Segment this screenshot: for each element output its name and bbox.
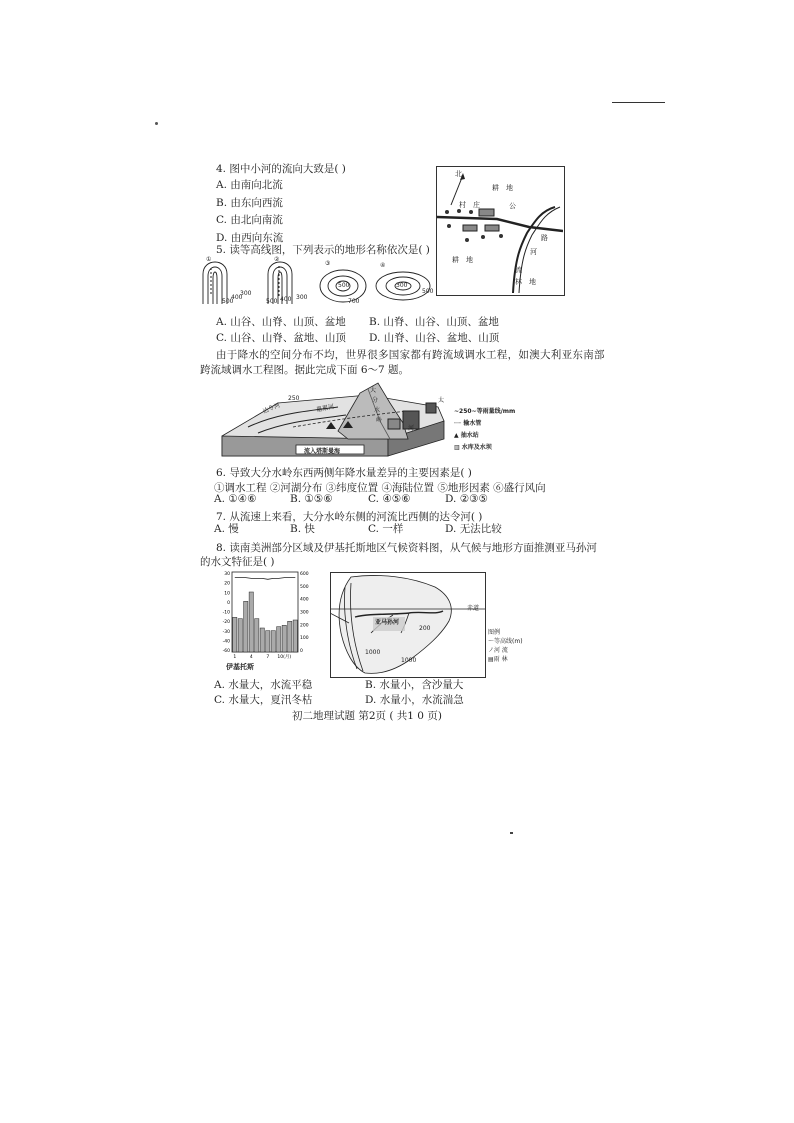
legend-reservoir: ▥ 水库及水坝 bbox=[454, 444, 492, 451]
month-tick-label: 1 bbox=[233, 655, 237, 660]
label-range-4: 岭 bbox=[376, 417, 383, 424]
q5-contour-figures bbox=[200, 258, 440, 308]
intro-line-2: 跨流域调水工程图。据此完成下面 6～7 题。 bbox=[200, 364, 410, 376]
q6-option-c[interactable]: C. ④⑤⑥ bbox=[368, 493, 411, 505]
q7-stem: 7. 从流速上来看，大分水岭东侧的河流比西侧的达令河( ) bbox=[216, 511, 483, 523]
right-tick-label: 0 bbox=[300, 649, 303, 654]
month-tick-label: 7 bbox=[266, 655, 270, 660]
right-tick-label: 600 bbox=[300, 572, 309, 577]
q8-stem-2: 的水文特征是( ) bbox=[200, 556, 275, 568]
left-tick-label: 0 bbox=[227, 600, 230, 606]
q4-option-d[interactable]: D. 由西向东流 bbox=[216, 231, 284, 244]
precip-bar bbox=[271, 631, 275, 652]
q5-option-d[interactable]: D. 山脊、山谷、盆地、山顶 bbox=[369, 332, 500, 344]
label-ocean: 太 bbox=[438, 397, 445, 404]
q8-option-a[interactable]: A. 水量大，水流平稳 bbox=[214, 679, 313, 691]
left-tick-label: -30 bbox=[222, 629, 230, 635]
left-tick-label: 20 bbox=[224, 581, 230, 587]
right-tick-label: 300 bbox=[300, 610, 309, 616]
v4b: 500 bbox=[422, 288, 434, 295]
label-range-2: 分 bbox=[372, 397, 379, 404]
scan-dot bbox=[155, 122, 158, 125]
label-contour-1000a: 1000 bbox=[365, 649, 381, 656]
contour-label-2: ② bbox=[274, 256, 280, 263]
diagram-legend bbox=[454, 406, 534, 454]
scan-dot-2 bbox=[510, 832, 513, 834]
v1c: 300 bbox=[240, 290, 252, 297]
left-tick-label: 10 bbox=[224, 591, 230, 597]
contour-label-1: ① bbox=[206, 256, 212, 263]
map-legend bbox=[488, 628, 534, 664]
pipe-icon: ┄┄ bbox=[454, 420, 462, 427]
v3b: 500 bbox=[338, 282, 350, 289]
v2a: 500 bbox=[266, 298, 278, 305]
label-range-3: 水 bbox=[374, 407, 381, 414]
month-tick-label: 10(月) bbox=[277, 655, 292, 660]
pump-station-icon: ▲ bbox=[454, 432, 459, 439]
right-tick-label: 400 bbox=[300, 597, 309, 603]
label-equator: 赤道 bbox=[467, 605, 480, 612]
label-murray-river: 墨累河 bbox=[315, 403, 335, 414]
q5-option-b[interactable]: B. 山脊、山谷、山顶、盆地 bbox=[369, 316, 499, 328]
map-legend-river: ノ河 流 bbox=[488, 647, 508, 654]
contour-label-3: ③ bbox=[325, 260, 331, 267]
map-road-1: 公 bbox=[509, 202, 516, 210]
v4a: 300 bbox=[396, 282, 408, 289]
q4-map bbox=[436, 166, 565, 296]
v3a: 700 bbox=[348, 298, 360, 305]
map-village: 村 庄 bbox=[459, 201, 480, 209]
q5-option-a[interactable]: A. 山谷、山脊、山顶、盆地 bbox=[216, 316, 346, 328]
left-tick-label: -40 bbox=[222, 639, 230, 645]
q4-option-b[interactable]: B. 由东向西流 bbox=[216, 196, 283, 209]
q6-factors: ①调水工程 ②河湖分布 ③纬度位置 ④海陆位置 ⑤地形因素 ⑥盛行风向 bbox=[214, 482, 546, 494]
right-tick-label: 100 bbox=[300, 636, 309, 642]
label-range-1: 大 bbox=[370, 387, 377, 394]
map-legend-title: 图例 bbox=[488, 629, 501, 636]
map-river-1: 河 bbox=[530, 248, 537, 256]
label-contour-1000b: 1000 bbox=[401, 657, 417, 664]
precip-bar bbox=[255, 619, 259, 652]
q4-option-c[interactable]: C. 由北向南流 bbox=[216, 214, 283, 226]
climate-title: 伊基托斯 bbox=[226, 663, 254, 671]
q6-stem: 6. 导致大分水岭东西两侧年降水量差异的主要因素是( ) bbox=[216, 467, 472, 479]
left-tick-label: -20 bbox=[222, 620, 230, 626]
q8-stem-1: 8. 读南美洲部分区域及伊基托斯地区气候资料图，从气候与地形方面推测亚马孙河 bbox=[216, 542, 597, 554]
map-field-top: 耕 地 bbox=[492, 184, 513, 192]
right-tick-label: 200 bbox=[300, 623, 309, 629]
map-north: 北 bbox=[455, 170, 462, 178]
precip-bar bbox=[288, 621, 292, 652]
q8-option-c[interactable]: C. 水量大，夏汛冬枯 bbox=[214, 694, 313, 706]
q7-option-b[interactable]: B. 快 bbox=[290, 523, 315, 535]
legend-isohyet: ~250~等雨量线/mm bbox=[454, 408, 516, 415]
left-tick-label: -10 bbox=[222, 610, 230, 616]
precip-bar bbox=[260, 628, 264, 652]
river-icon: ノ bbox=[488, 647, 495, 654]
climate-chart-svg bbox=[214, 566, 322, 666]
label-amazon: 亚马孙河 bbox=[375, 619, 400, 626]
legend-pipe: ┄┄ 输水管 bbox=[454, 420, 482, 427]
q7-option-a[interactable]: A. 慢 bbox=[214, 523, 239, 535]
precip-bar bbox=[233, 617, 237, 652]
precip-bar bbox=[244, 601, 248, 652]
q4-options bbox=[216, 177, 283, 247]
precip-bar bbox=[249, 592, 253, 652]
map-legend-contour: ～等高线(m) bbox=[488, 638, 523, 645]
contour-label-4: ④ bbox=[380, 262, 386, 269]
label-tasman: 流入塔斯曼海 bbox=[304, 448, 341, 455]
forest-icon: ▤ bbox=[488, 656, 494, 663]
contour-icon: ～ bbox=[488, 638, 495, 645]
south-america-map bbox=[330, 572, 486, 678]
label-contour-200: 200 bbox=[419, 625, 431, 632]
v2c: 300 bbox=[296, 294, 308, 301]
precip-bar bbox=[282, 625, 286, 652]
q5-option-c[interactable]: C. 山谷、山脊、盆地、山顶 bbox=[216, 332, 346, 344]
reservoir-icon: ▥ bbox=[454, 444, 460, 451]
q4-stem: 4. 图中小河的流向大致是( ) bbox=[216, 163, 346, 175]
q6-option-a[interactable]: A. ①④⑥ bbox=[214, 493, 257, 505]
q7-option-c[interactable]: C. 一样 bbox=[368, 523, 404, 535]
label-small-river: 河 bbox=[408, 425, 415, 432]
intro-line-1: 由于降水的空间分布不均，世界很多国家都有跨流域调水工程，如澳大利亚东南部 bbox=[216, 349, 605, 361]
precip-bar bbox=[277, 627, 281, 652]
map-legend-forest: ▤雨 林 bbox=[488, 656, 508, 663]
v1a: 500 bbox=[222, 298, 234, 305]
precip-bar bbox=[238, 619, 242, 652]
precip-bar bbox=[266, 631, 270, 652]
label-darling-river: 达令河 bbox=[261, 401, 282, 416]
map-river-2: 流 bbox=[515, 266, 522, 274]
water-transfer-diagram bbox=[218, 381, 450, 459]
label-isohyet: 250 bbox=[288, 395, 300, 402]
page-footer: 初二地理试题 第2页 ( 共1 0 页) bbox=[292, 710, 442, 722]
month-tick-label: 4 bbox=[249, 655, 253, 660]
v2b: 400 bbox=[280, 296, 292, 303]
map-road-2: 路 bbox=[541, 234, 548, 242]
precip-bar bbox=[293, 620, 297, 652]
q6-option-d[interactable]: D. ②③⑤ bbox=[445, 493, 488, 505]
right-tick-label: 500 bbox=[300, 584, 309, 590]
left-tick-label: -60 bbox=[222, 649, 230, 654]
legend-pump: ▲ 抽水站 bbox=[454, 432, 479, 439]
v1b: 400 bbox=[231, 294, 243, 301]
climate-chart bbox=[214, 566, 322, 676]
map-forest: 林 地 bbox=[515, 278, 536, 286]
q8-option-b[interactable]: B. 水量小，含沙量大 bbox=[365, 679, 464, 691]
map-field-bottom: 耕 地 bbox=[452, 256, 473, 264]
q6-option-b[interactable]: B. ①⑤⑥ bbox=[290, 493, 333, 505]
q5-stem: 5. 读等高线图，下列表示的地形名称依次是( ) bbox=[216, 244, 430, 256]
q7-option-d[interactable]: D. 无法比较 bbox=[445, 523, 502, 535]
header-rule bbox=[612, 102, 665, 103]
q4-option-a[interactable]: A. 由南向北流 bbox=[216, 179, 283, 191]
q8-option-d[interactable]: D. 水量小，水流湍急 bbox=[365, 694, 464, 706]
left-tick-label: 30 bbox=[224, 572, 230, 577]
